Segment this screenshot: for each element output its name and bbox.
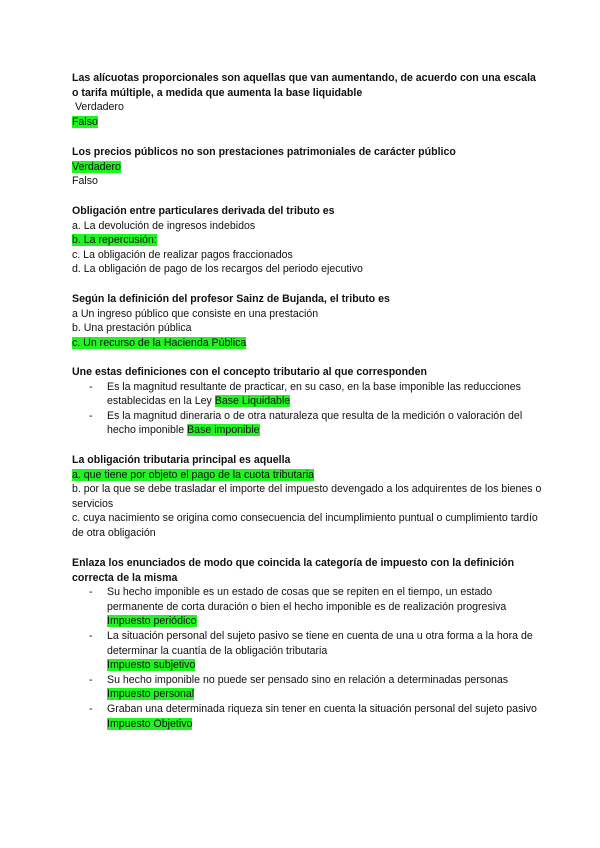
option-verdadero-correct: Verdadero bbox=[72, 160, 121, 173]
list-item: - Graban una determinada riqueza sin tener en cuenta la situación personal del sujeto pasivo Impuesto Objetivo bbox=[72, 702, 542, 731]
question-title: Obligación entre particulares derivada del tributo es bbox=[72, 205, 335, 217]
definition-list bbox=[72, 380, 542, 438]
question-5 bbox=[72, 365, 542, 438]
question-2 bbox=[72, 145, 542, 189]
list-item: - Es la magnitud dineraria o de otra naturaleza que resulta de la medición o valoración del hecho imponible Base imponible bbox=[72, 409, 542, 438]
question-1 bbox=[72, 71, 542, 129]
answer-highlight: Base imponible bbox=[187, 424, 260, 437]
list-item: - La situación personal del sujeto pasivo se tiene en cuenta de una u otra forma a la hora de determinar la cuantía de la obligación tributaria Impuesto subjetivo bbox=[72, 629, 542, 673]
answer-highlight: Impuesto Objetivo bbox=[107, 717, 193, 730]
question-3 bbox=[72, 204, 542, 277]
question-7 bbox=[72, 556, 542, 731]
list-item: - Es la magnitud resultante de practicar, en su caso, en la base imponible las reducciones establecidas en la Ley Base Liquidable bbox=[72, 380, 542, 409]
question-title: Según la definición del profesor Sainz de Bujanda, el tributo es bbox=[72, 293, 390, 305]
answer-highlight: Impuesto subjetivo bbox=[107, 659, 196, 672]
answer-highlight: Impuesto periódico bbox=[107, 615, 197, 628]
option-falso: Falso bbox=[72, 175, 98, 188]
option-a: a. La devolución de ingresos indebidos bbox=[72, 219, 256, 232]
question-title: Une estas definiciones con el concepto tributario al que corresponden bbox=[72, 366, 427, 378]
question-title: La obligación tributaria principal es aquella bbox=[72, 454, 291, 466]
option-a: a Un ingreso público que consiste en una prestación bbox=[72, 307, 319, 320]
option-b: b. Una prestación pública bbox=[72, 322, 192, 335]
option-c: c. cuya nacimiento se origina como consecuencia del incumplimiento puntual o cumplimiento tardío de otra obligación bbox=[72, 512, 538, 539]
question-title: Enlaza los enunciados de modo que coincida la categoría de impuesto con la definición correcta de la misma bbox=[72, 557, 515, 584]
question-6 bbox=[72, 453, 542, 541]
answer-highlight: Impuesto personal bbox=[107, 688, 195, 701]
question-title: Los precios públicos no son prestaciones patrimoniales de carácter público bbox=[72, 146, 456, 158]
option-verdadero: Verdadero bbox=[72, 101, 124, 114]
option-c-correct: c. Un recurso de la Hacienda Pública bbox=[72, 336, 247, 349]
option-b: b. por la que se debe trasladar el importe del impuesto devengado a los adquirentes de los bienes o servicios bbox=[72, 483, 542, 510]
list-item: - Su hecho imponible es un estado de cosas que se repiten en el tiempo, un estado permanente de corta duración o bien el hecho imponible es de realización progresiva Impuesto periódico bbox=[72, 585, 542, 629]
question-4 bbox=[72, 292, 542, 350]
answer-highlight: Base Liquidable bbox=[214, 395, 291, 408]
option-b-correct: b. La repercusión: bbox=[72, 234, 157, 247]
category-list bbox=[72, 585, 542, 731]
list-item: - Su hecho imponible no puede ser pensado sino en relación a determinadas personas Impuesto personal bbox=[72, 673, 542, 702]
option-d: d. La obligación de pago de los recargos del periodo ejecutivo bbox=[72, 263, 363, 276]
question-title: Las alícuotas proporcionales son aquellas que van aumentando, de acuerdo con una escala o tarifa múltiple, a medida que aumenta la base liquidable bbox=[72, 72, 536, 99]
option-a-correct: a. que tiene por objeto el pago de la cuota tributaria bbox=[72, 468, 315, 481]
option-falso-correct: Falso bbox=[72, 115, 98, 128]
option-c: c. La obligación de realizar pagos fraccionados bbox=[72, 248, 293, 261]
